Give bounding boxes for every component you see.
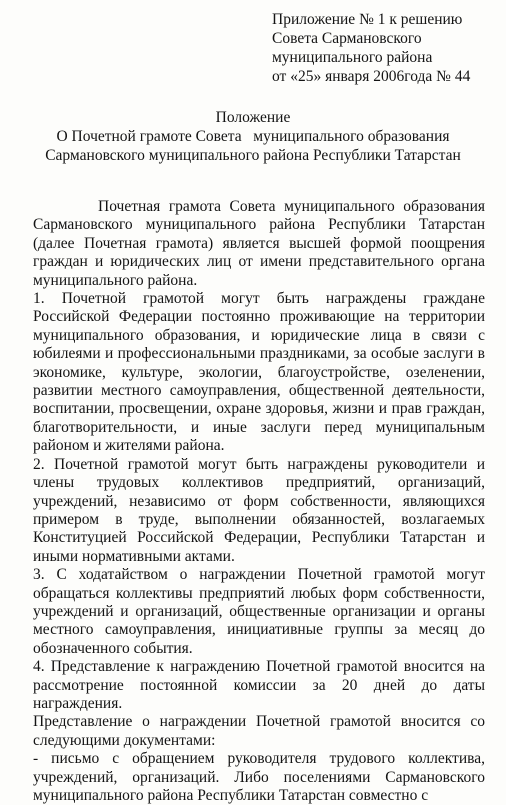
- annex-line: Приложение № 1 к решению: [272, 11, 463, 28]
- paragraph-3: 3. С ходатайством о награждении Почетной грамотой могут обращаться коллективы предприятий любых форм собственности, учреждений и организаций, общественные организации и органы местного самоуправления, инициативные группы за месяц до обозначенного события.: [33, 566, 485, 657]
- paragraph-1: 1. Почетной грамотой могут быть награждены граждане Российской Федерации постоянно проживающие на территории муниципального образования, и юридические лица в связи с юбилеями и профессиональными праздниками, за особые заслуги в экономике, культуре, экологии, благоустройстве, озеленении, развитии местного самоуправления, общественной деятельности, воспитании, просвещении, охране здоровья, жизни и прав граждан, благотворительности, и иные заслуги перед муниципальным районом и жителями района.: [33, 290, 485, 455]
- intro-paragraph: Почетная грамота Совета муниципального образования Сармановского муниципального района Республики Татарстан (далее Почетная грамота) является высшей формой поощрения граждан и юридических лиц от имени представительного органа муниципального района.: [33, 198, 485, 289]
- document-body: [33, 198, 485, 805]
- paragraph-6: - письмо с обращением руководителя трудового коллектива, учреждений, организаций. Либо поселениями Сармановского муниципального района Республики Татарстан совместно с: [33, 750, 485, 804]
- annex-line: Совета Сармановского: [272, 30, 422, 47]
- title-line: О Почетной грамоте Совета муниципального образования: [56, 128, 450, 145]
- paragraph-2: 2. Почетной грамотой могут быть награждены руководители и члены трудовых коллективов предприятий, организаций, учреждений, независимо от форм собственности, являющихся примером в труде, выполнении обязанностей, возлагаемых Конституцией Российской Федерации, Республики Татарстан и иными нормативными актами.: [33, 455, 485, 565]
- document-title: [0, 108, 506, 165]
- annex-line: от «25» января 2006года № 44: [272, 68, 471, 85]
- paragraph-4: 4. Представление к награждению Почетной грамотой вносится на рассмотрение постоянной комиссии за 20 дней до даты награждения.: [33, 658, 485, 712]
- annex-line: муниципального района: [272, 49, 433, 66]
- paragraph-5: Представление о награждении Почетной грамотой вносится со следующими документами:: [33, 713, 485, 749]
- annex-header: [272, 10, 470, 86]
- title-line: Сармановского муниципального района Республики Татарстан: [45, 147, 461, 164]
- title-heading: Положение: [215, 109, 291, 126]
